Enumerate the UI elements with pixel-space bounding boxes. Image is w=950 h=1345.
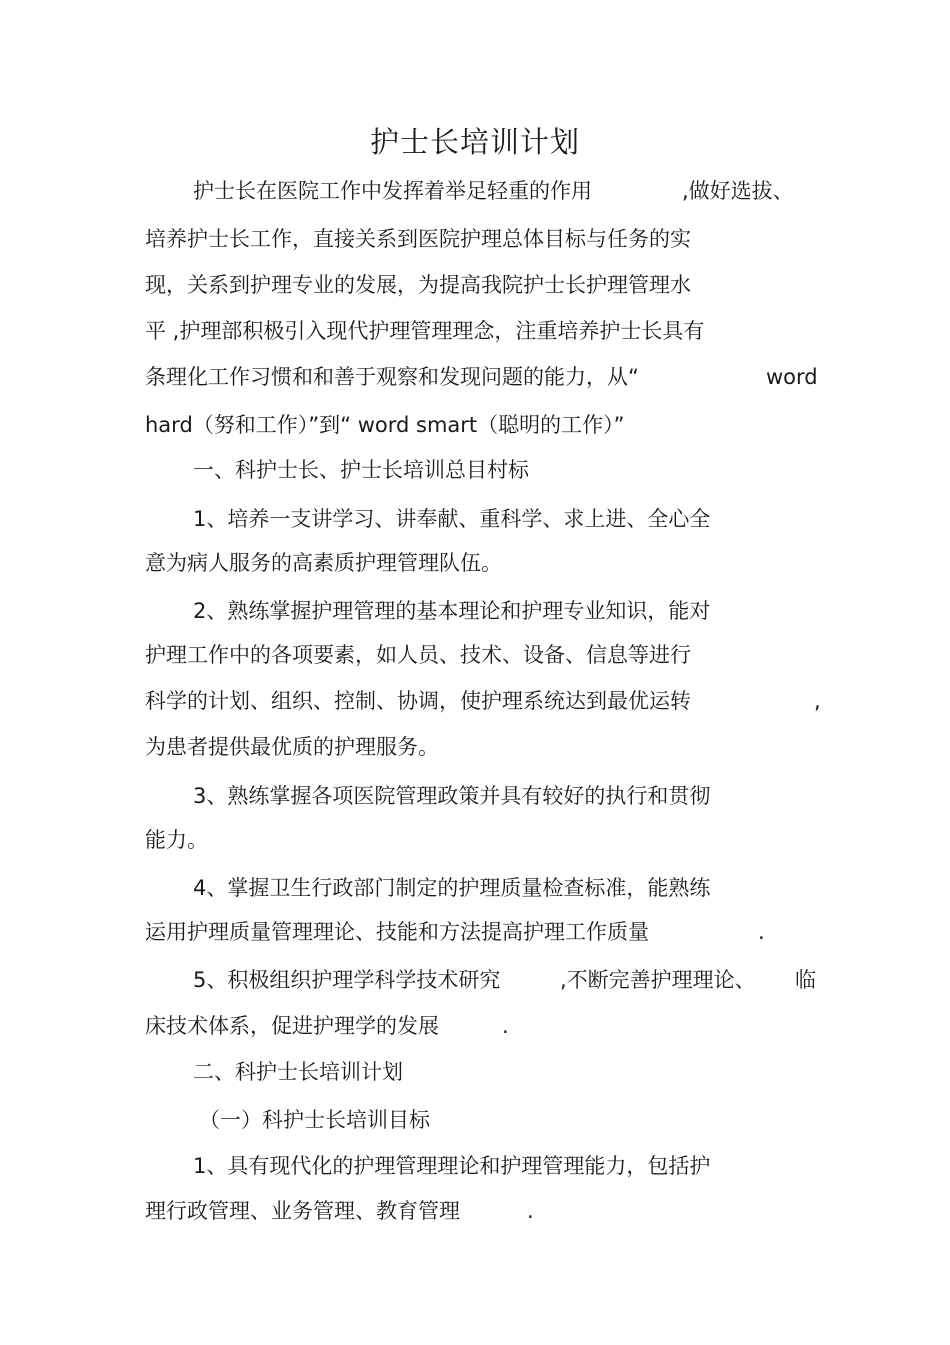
text-segment: 3、熟练掌握各项医院管理政策并具有较好的执行和贯彻	[193, 784, 711, 808]
text-segment: 4、掌握卫生行政部门制定的护理质量检查标准，能熟练	[193, 876, 711, 900]
text-segment: 床技术体系，促进护理学的发展	[145, 1014, 439, 1038]
text-segment: ,做好选拔、	[682, 179, 794, 203]
text-segment: 现，关系到护理专业的发展，为提高我院护士长护理管理水	[145, 273, 691, 297]
text-segment: 一、科护士长、护士长培训总目村标	[193, 458, 529, 482]
text-segment: 2、熟练掌握护理管理的基本理论和护理专业知识，能对	[193, 599, 711, 623]
document-title: 护士长培训计划	[369, 125, 580, 159]
text-segment: 理行政管理、业务管理、教育管理	[145, 1199, 460, 1223]
text-segment: ,	[814, 689, 821, 713]
text-segment: .	[502, 1014, 509, 1038]
text-segment: 能力。	[145, 828, 208, 852]
text-segment: 1、具有现代化的护理管理理论和护理管理能力，包括护	[193, 1154, 711, 1178]
text-segment: （一）科护士长培训目标	[199, 1108, 430, 1132]
text-segment: 运用护理质量管理理论、技能和方法提高护理工作质量	[145, 920, 649, 944]
text-segment: 护理工作中的各项要素，如人员、技术、设备、信息等进行	[145, 643, 691, 667]
text-segment: 5、积极组织护理学科学技术研究	[193, 968, 501, 992]
text-segment: hard（努和工作）”到“ word smart（聪明的工作）”	[145, 413, 625, 437]
text-segment: 临	[795, 968, 816, 992]
text-segment: ,不断完善护理理论、	[560, 968, 756, 992]
text-segment: 为患者提供最优质的护理服务。	[145, 735, 439, 759]
text-segment: 科学的计划、组织、控制、协调，使护理系统达到最优运转	[145, 689, 691, 713]
text-segment: 护士长在医院工作中发挥着举足轻重的作用	[193, 179, 592, 203]
text-segment: .	[527, 1199, 534, 1223]
text-segment: 1、培养一支讲学习、讲奉献、重科学、求上进、全心全	[193, 507, 711, 531]
text-segment: 意为病人服务的高素质护理管理队伍。	[145, 551, 502, 575]
text-segment: word	[766, 365, 818, 389]
text-segment: .	[758, 920, 765, 944]
text-segment: 培养护士长工作，直接关系到医院护理总体目标与任务的实	[145, 227, 691, 251]
text-segment: 条理化工作习惯和和善于观察和发现问题的能力，从“	[145, 365, 639, 389]
text-segment: 二、科护士长培训计划	[193, 1060, 403, 1084]
text-segment: 平 ,护理部积极引入现代护理管理理念，注重培养护士长具有	[145, 319, 705, 343]
